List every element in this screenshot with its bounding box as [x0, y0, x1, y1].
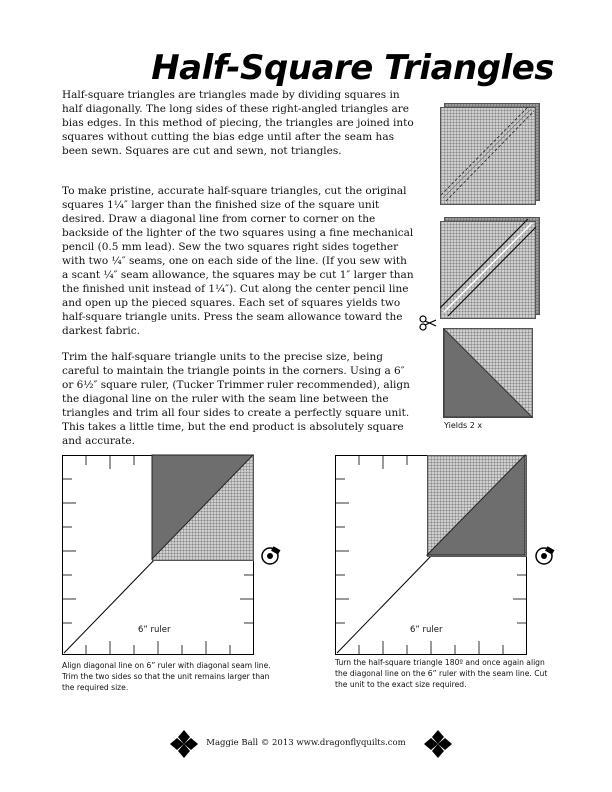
ruler-label-left: 6” ruler — [138, 625, 171, 635]
sewing-lines — [440, 103, 542, 205]
yields-label: Yields 2 x — [444, 421, 483, 430]
scissors-icon — [419, 315, 437, 331]
trimming-paragraph: Trim the half-square triangle units to the precise size, being careful to maintain the triangle points in the corners. Using a 6″ or 6½″ square ruler, (Tucker Trimmer ruler recommended), align the diagonal line on the ruler with the seam line between the triangles and trim all four sides to create a perfectly square unit. This takes a little time, but the end product is absolutely square and accurate. — [62, 351, 410, 447]
page-title: Half-Square Triangles — [151, 48, 554, 88]
instructions-paragraph: To make pristine, accurate half-square triangles, cut the original squares 1¼″ larger than the finished size of the square unit desired. Draw a diagonal line from corner to corner on the backside of the lighter of the two squares using a fine mechanical pencil (0.5 mm lead). Sew the two squares right sides together with two ¼″ seams, one on each side of the line. (If you sew with a scant ¼″ seam allowance, the squares may be cut 1″ larger than the finished unit instead of 1¼″). Cut along the center pencil line and open up the pieced squares. Each set of squares yields two half-square triangle units. Press the seam allowance toward the darkest fabric. — [62, 185, 414, 337]
ruler-label-right: 6” ruler — [410, 625, 443, 635]
seam-lines — [440, 217, 542, 319]
rotary-cutter-icon — [534, 545, 556, 567]
caption-left: Align diagonal line on 6” ruler with diagonal seam line. Trim the two sides so that the unit remains larger than the required size. — [62, 661, 271, 692]
footer-credit: Maggie Ball © 2013 www.dragonflyquilts.com — [206, 738, 406, 748]
stacked-squares-figure — [440, 103, 542, 205]
rotary-cutter-icon — [260, 545, 282, 567]
quilt-block-ornament-icon — [424, 730, 452, 758]
caption-right: Turn the half-square triangle 180º and once again align the diagonal line on the 6” ruler with the seam line. Cut the unit to the exact size required. — [335, 658, 548, 689]
dark-triangle — [443, 328, 533, 418]
half-square-triangle-figure — [443, 328, 533, 418]
sewn-squares-figure — [440, 217, 542, 319]
dark-triangle-right — [426, 454, 526, 556]
intro-paragraph: Half-square triangles are triangles made by dividing squares in half diagonally. The long sides of these right-angled triangles are bias edges. In this method of piecing, the triangles are joined into squares without cutting the bias edge until after the seam has been sewn. Squares are cut and sewn, not triangles. — [62, 89, 414, 157]
dark-triangle-left — [151, 454, 255, 560]
